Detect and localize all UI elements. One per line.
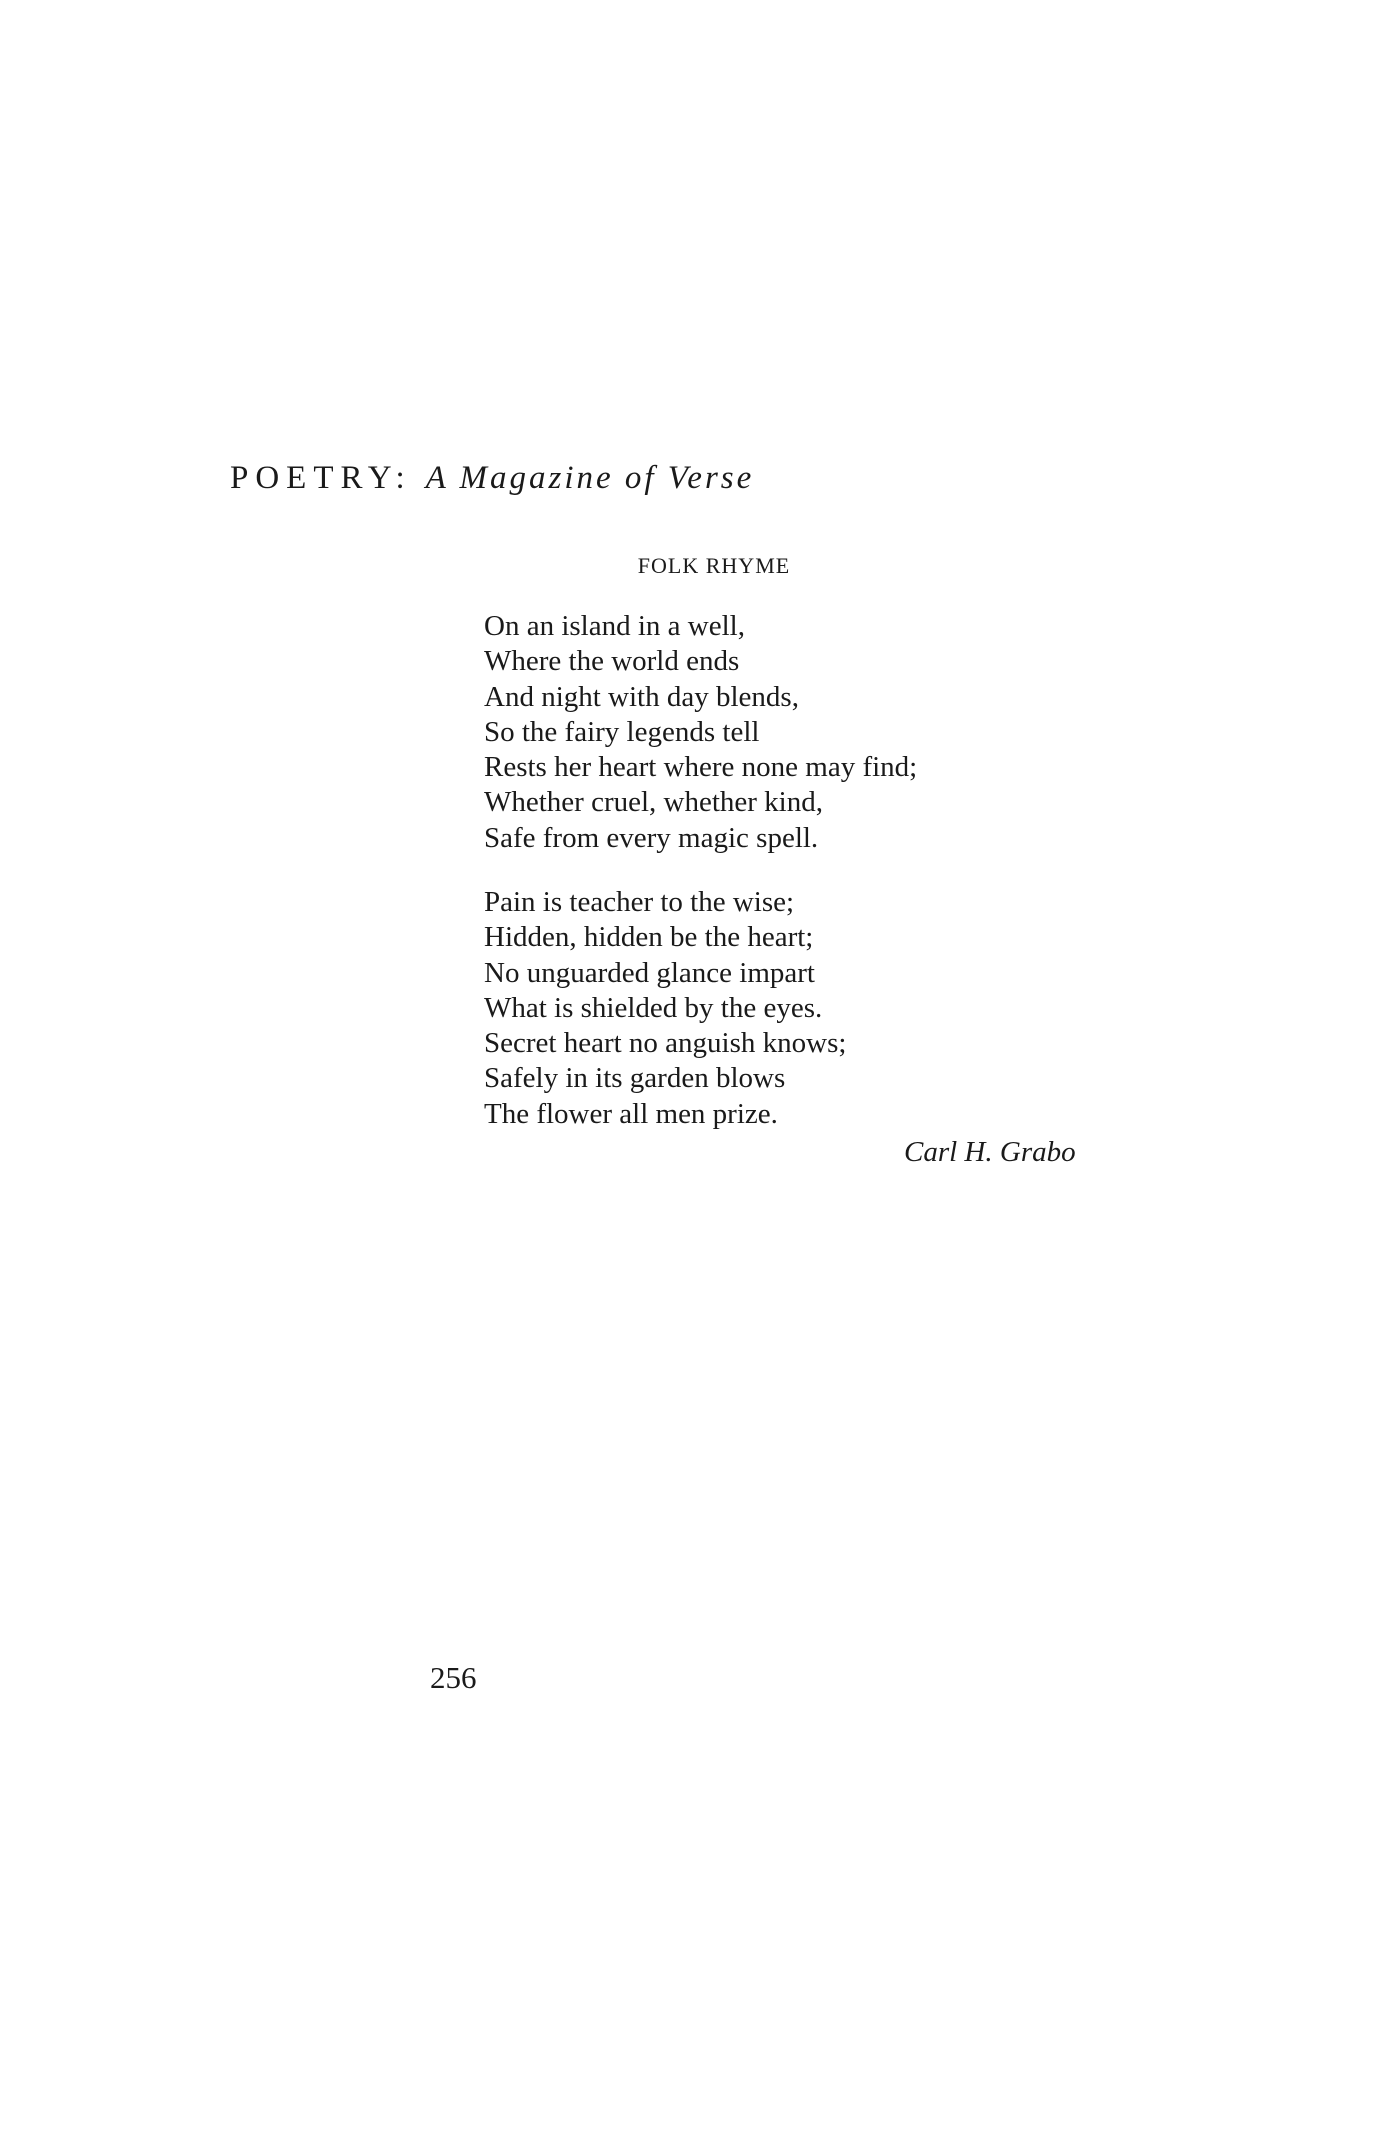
stanza-2 <box>484 885 846 1132</box>
poem-line: On an island in a well, <box>484 610 745 642</box>
poem-line: Where the world ends <box>484 645 740 678</box>
magazine-name: POETRY: <box>230 460 412 496</box>
poem-line: The flower all men prize. <box>484 1097 778 1130</box>
poem-line: What is shielded by the eyes. <box>484 991 823 1024</box>
poem-line: Rests her heart where none may find; <box>484 751 918 784</box>
poem-line: Whether cruel, whether kind, <box>484 786 823 819</box>
poem-author: Carl H. Grabo <box>904 1136 1076 1168</box>
poem-line: Safe from every magic spell. <box>484 821 819 854</box>
poem-line: Hidden, hidden be the heart; <box>484 921 814 954</box>
poem-line: No unguarded glance impart <box>484 956 815 989</box>
poem-title <box>0 553 1400 579</box>
poem-line: Pain is teacher to the wise; <box>484 886 795 918</box>
running-head <box>230 460 754 497</box>
poem-line: So the fairy legends tell <box>484 715 760 748</box>
poem-line: Secret heart no anguish knows; <box>484 1027 847 1060</box>
poem-title-text: FOLK RHYME <box>637 553 791 578</box>
poem-line: Safely in its garden blows <box>484 1062 786 1095</box>
stanza-1 <box>484 609 917 856</box>
poem-line: And night with day blends, <box>484 680 799 713</box>
page-number: 256 <box>430 1660 477 1695</box>
magazine-subtitle: A Magazine of Verse <box>425 460 755 496</box>
